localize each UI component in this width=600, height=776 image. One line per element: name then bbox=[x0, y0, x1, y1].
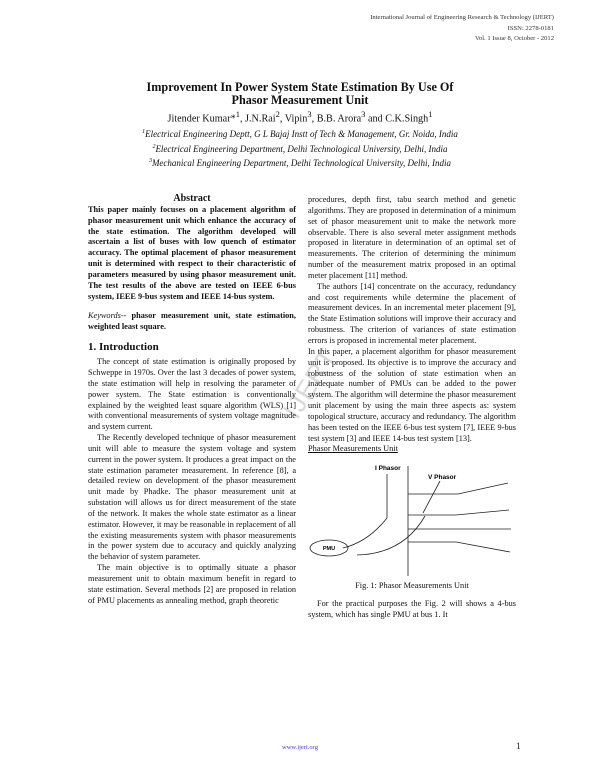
affiliation-2: $^2$Electrical Engineering Department, Delhi Technological University, Delhi, India bbox=[152, 143, 448, 154]
keywords-text: phasor measurement unit, state estimation, weighted least square. bbox=[88, 311, 296, 332]
title-line-1: Improvement In Power System State Estimation By Use Of bbox=[146, 80, 454, 94]
feeder-4-tail bbox=[456, 542, 510, 552]
abstract-text: This paper mainly focuses on a placement algorithm of phasor measurement unit which enhance the accuracy of the state estimation. The algorithm developed will ascertain a list of buses with low quench of estimator accuracy. The optimal placement of phasor measurement unit is determined with respect to their characteristic of parameters measured by using phasor measurement unit. The test results of the above are tested on IEEE 6-bus system, IEEE 9-bus system and IEEE 14-bus system. bbox=[88, 204, 296, 301]
v-phasor-line bbox=[423, 481, 440, 513]
keywords bbox=[88, 311, 296, 333]
feeder-2-tail bbox=[456, 510, 509, 515]
author-2-sup: 2 bbox=[275, 109, 280, 119]
pmu-diagram bbox=[308, 456, 513, 578]
intro-paragraph-4: procedures, depth first, tabu search method and genetic algorithms. They are proposed in determination of a minimum set of phasor measurement unit to make the network more observable. There is also several meter assignment methods proposed in literature in determination of an optimal set of measurements. The criterion of determining the minimum number of the measurement matrix proposed in an optimal meter placement [11] method. bbox=[308, 195, 516, 280]
author-1-sup: 1 bbox=[235, 109, 240, 119]
v-phasor-to-pmu bbox=[357, 516, 425, 555]
author-2: J.N.Rai bbox=[245, 113, 276, 125]
intro-paragraph-3: The main objective is to optimally situate a phasor measurement unit to obtain maximum benefit in regard to state estimation. Several methods [2] are proposed in relation of PMU placements as annealing method, graph theoretic bbox=[88, 563, 296, 605]
author-3-sup: 3 bbox=[307, 109, 312, 119]
intro-paragraph-1: The concept of state estimation is originally proposed by Schweppe in 1970s. Over the last 3 decades of power system, the state estimation will help in resolving the parameter of power system. The State estimation is conventionally explained by the weighted least square algorithm (WLS) [1] with conventional measurements of system voltage magnitude and system current. bbox=[88, 357, 296, 432]
paper-title bbox=[80, 81, 520, 107]
journal-header bbox=[370, 13, 554, 45]
intro-paragraph-2: The Recently developed technique of phasor measurement unit will able to measure the system voltage and system current in the power system. It produces a great impact on the state estimation parameter measurement. In reference [8], a detailed review on development of the phasor measurement unit made by Phadke. The phasor measurement unit at substation will allows us for direct measurement of the state of the network. It makes the whole state estimator as a linear estimator. However, it may be reasonable in replacement of all the existing measurements system with phasor measurements in the power system due to accuracy and quickly analyzing the behavior of system parameter. bbox=[88, 433, 296, 562]
watermark: IJERT bbox=[276, 342, 344, 424]
author-3: Vipin bbox=[284, 113, 308, 125]
intro-paragraph-7: For the practical purposes the Fig. 2 will shows a 4-bus system, which has single PMU at bus 1. It bbox=[308, 599, 516, 619]
volume-info: Vol. 1 Issue 8, October - 2012 bbox=[475, 35, 554, 42]
affiliation-3: $^3$Mechanical Engineering Department, Delhi Technological University, Delhi, India bbox=[148, 158, 452, 169]
author-5-sup: 1 bbox=[428, 109, 433, 119]
keywords-label: Keywords-- bbox=[88, 311, 127, 321]
author-4-sup: 3 bbox=[361, 109, 366, 119]
intro-heading: 1. Introduction bbox=[88, 341, 159, 354]
right-column bbox=[308, 195, 516, 621]
intro-paragraph-6: In this paper, a placement algorithm for phasor measurement unit is proposed. Its objective is to improve the accuracy and robustness of the solution of state estimation when an inadequate number of PMUs can be added to the power system. The algorithm will determine the phasor measurement unit placement by using the main three aspects as: system topological structure, accuracy and redundancy. The algorithm has been tested on the IEEE 6-bus test system [7], IEEE 9-bus test system [3] and IEEE 14-bus test system [13]. bbox=[308, 346, 516, 443]
figure-caption: Fig. 1: Phasor Measurements Unit bbox=[355, 581, 469, 591]
affiliations bbox=[60, 126, 540, 170]
left-column bbox=[88, 194, 296, 607]
author-4: B.B. Arora bbox=[316, 113, 362, 125]
figure-heading: Phasor Measurements Unit bbox=[308, 444, 398, 454]
pmu-label: PMU bbox=[322, 546, 336, 553]
author-1: Jitender Kumar* bbox=[167, 113, 236, 125]
abstract-heading: Abstract bbox=[173, 193, 211, 204]
journal-name: International Journal of Engineering Research & Technology (IJERT) bbox=[370, 14, 554, 21]
footer-url[interactable]: www.ijert.org bbox=[282, 744, 318, 751]
author-5: C.K.Singh bbox=[385, 113, 429, 125]
title-line-2: Phasor Measurement Unit bbox=[231, 93, 369, 107]
intro-paragraph-5: The authors [14] concentrate on the accuracy, redundancy and cost requirements while determine the placement of measurement devices. In an incremental meter placement [9], the State Estimation solutions will improve their accuracy and robustness. The criterion of variances of state estimation errors is proposed in incremental meter placement. bbox=[308, 281, 516, 345]
author-list: Jitender Kumar*$^1$, J.N.Rai$^2$, Vipin$^3$, B.B. Arora$^3$ and C.K.Singh$^1$ bbox=[167, 109, 433, 125]
v-phasor-label: V Phasor bbox=[428, 474, 457, 482]
i-phasor-to-pmu bbox=[343, 518, 387, 548]
page-number: 1 bbox=[516, 741, 521, 751]
feeder-1-tail bbox=[458, 483, 508, 494]
issn: ISSN: 2278-0181 bbox=[507, 24, 554, 32]
affiliation-1: $^1$Electrical Engineering Deptt, G L Bajaj Instt of Tech & Management, Gr. Noida, India bbox=[142, 129, 458, 139]
i-phasor-label: I Phasor bbox=[375, 465, 401, 473]
